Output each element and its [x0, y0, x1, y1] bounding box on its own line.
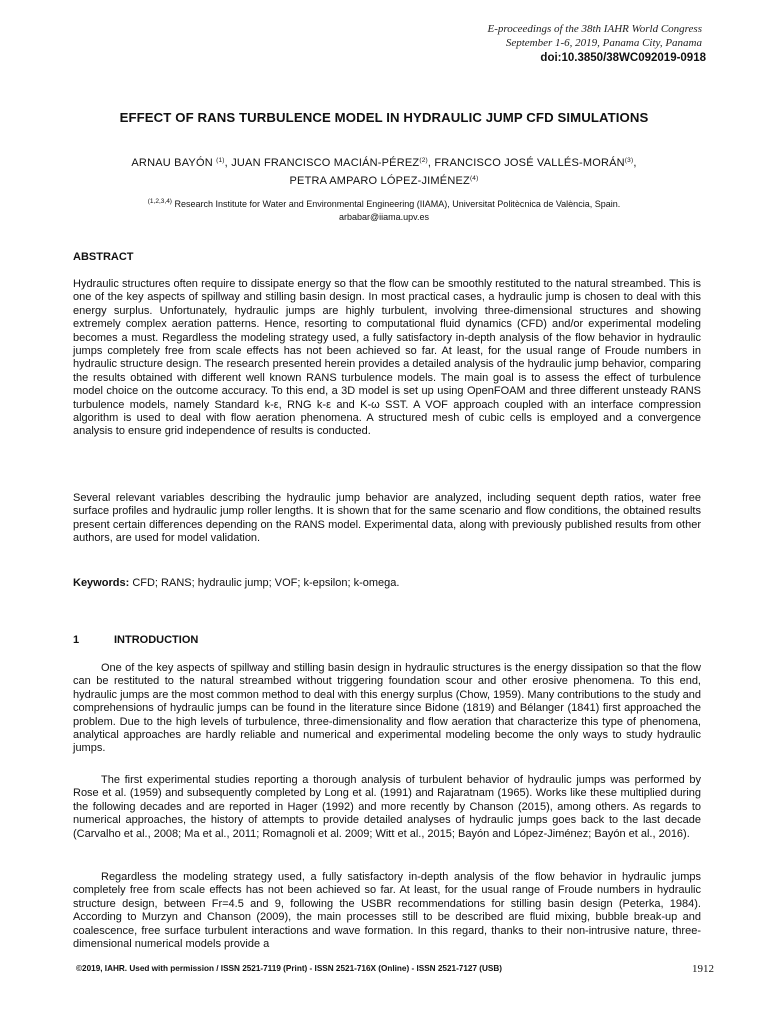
author-1: ARNAU BAYÓN: [131, 157, 213, 169]
author-2-affil: (2): [419, 157, 428, 164]
conference-line-1: E-proceedings of the 38th IAHR World Congress: [487, 23, 702, 35]
affiliation-text: Research Institute for Water and Environmental Engineering (IIAMA), Universitat Politècnica de València, Spain.: [174, 199, 621, 209]
section-number: 1: [73, 634, 80, 646]
intro-paragraph-2: The first experimental studies reporting a thorough analysis of turbulent behavior of hydraulic jumps was performed by Rose et al. (1959) and subsequently completed by Long et al. (1991) and Rajaratnam (1965). Works like these multiplied during the following decades and are reported in Hager (1992) and more recently by Chanson (2015), among others. As regards to numerical approaches, the history of attempts to provide detailed analyses of hydraulic jumps goes back to the last decade (Carvalho et al., 2008; Ma et al., 2011; Romagnoli et al. 2009; Witt et al., 2015; Bayón and López-Jiménez; Bayón et al., 2016).: [73, 774, 701, 840]
abstract-paragraph-1: Hydraulic structures often require to dissipate energy so that the flow can be smoothly restituted to the natural streambed. This is one of the key aspects of spillway and stilling basin design. In most practical cases, a hydraulic jump is chosen to deal with this energy surplus. Unfortunately, hydraulic jumps are highly turbulent, involving three-dimensional structures and showing extremely complex aeration patterns. Hence, resorting to computational fluid dynamics (CFD) and/or experimental modeling becomes a must. Regardless the modeling strategy used, a fully satisfactory in-depth analysis of the flow behavior in hydraulic jumps completely free from scale effects has not been achieved so far. At least, for the usual range of Froude numbers in hydraulic structure design. The research presented herein provides a detailed analysis of the hydraulic jump behavior, comparing the results obtained with different well known RANS turbulence models. The main goal is to assess the effect of turbulence model choice on the outcome accuracy. To this end, a 3D model is set up using OpenFOAM and three different unsteady RANS turbulence models, namely Standard k-ε, RNG k-ε and K-ω SST. A VOF approach coupled with an interface compression algorithm is used to deal with flow aeration phenomena. A structured mesh of cubic cells is employed and a convergence analysis to ensure grid independence of results is conducted.: [73, 278, 701, 438]
paper-title: EFFECT OF RANS TURBULENCE MODEL IN HYDRAULIC JUMP CFD SIMULATIONS: [119, 110, 649, 125]
section-heading-introduction: [73, 634, 198, 646]
abstract-paragraph-2: Several relevant variables describing the hydraulic jump behavior are analyzed, including sequent depth ratios, water free surface profiles and hydraulic jump roller lengths. It is shown that for the same scenario and flow conditions, the obtained results present certain differences depending on the RANS model. Experimental data, along with previously published results from other authors, are used for model validation.: [73, 492, 701, 545]
author-3: FRANCISCO JOSÉ VALLÉS-MORÁN: [434, 157, 625, 169]
keywords-label: Keywords:: [73, 577, 130, 589]
author-4-affil: (4): [469, 175, 479, 182]
author-2: JUAN FRANCISCO MACIÁN-PÉREZ: [231, 157, 420, 169]
copyright-footer: ©2019, IAHR. Used with permission / ISSN 2521-7119 (Print) - ISSN 2521-716X (Online) - ISSN 2521-7127 (USB): [76, 964, 503, 973]
conference-info: [488, 22, 702, 50]
contact-email[interactable]: arbabar@iiama.upv.es: [338, 212, 429, 222]
author-4: PETRA AMPARO LÓPEZ-JIMÉNEZ: [289, 175, 470, 187]
abstract-heading: ABSTRACT: [73, 251, 134, 263]
doi[interactable]: doi:10.3850/38WC092019-0918: [540, 52, 706, 64]
affiliation-marker: (1,2,3,4): [147, 198, 172, 205]
author-list: ARNAU BAYÓN $^{(1)}$, JUAN FRANCISCO MACIÁN-PÉREZ$^{(2)}$, FRANCISCO JOSÉ VALLÉS-MORÁN$^{(3)}$, PETRA AMPARO LÓPEZ-JIMÉNEZ$^{(4)}$: [131, 157, 637, 187]
keywords-text: CFD; RANS; hydraulic jump; VOF; k-epsilon; k-omega.: [132, 577, 400, 589]
page-number: 1912: [692, 963, 714, 975]
affiliation: [0, 195, 768, 224]
intro-paragraph-1: One of the key aspects of spillway and stilling basin design in hydraulic structures is the energy dissipation so that the flow can be restituted to the natural streambed without triggering foundation scour and other erosive phenomena. To this end, hydraulic jumps are the most common method to deal with this energy surplus (Chow, 1959). Many contributions to the study and comprehensions of hydraulic jumps can be found in the literature since Bidone (1819) and Bélanger (1841) first approached the problem. Due to the high levels of turbulence, three-dimensionality and flow aeration that characterize this type of phenomena, analytical approaches are hardly reliable and numerical and experimental modeling become the only ways to study hydraulic jumps.: [73, 662, 701, 755]
conference-line-2: September 1-6, 2019, Panama City, Panama: [505, 37, 702, 49]
author-3-affil: (3): [624, 157, 634, 164]
intro-paragraph-3: Regardless the modeling strategy used, a fully satisfactory in-depth analysis of the flow behavior in hydraulic jumps completely free from scale effects has not been achieved so far. At least, for the usual range of Froude numbers in hydraulic structure design, between Fr=4.5 and 9, following the USBR recommendations for stilling basin design (Peterka, 1984). According to Murzyn and Chanson (2009), the main processes still to be described are fluid mixing, bubble break-up and coalescence, free surface turbulent interactions and wave formation. In this regard, thanks to their non-intrusive nature, three-dimensional numerical models provide a: [73, 871, 701, 951]
author-1-affil: (1): [216, 157, 225, 164]
section-title: INTRODUCTION: [114, 634, 199, 646]
keywords: [73, 577, 399, 589]
